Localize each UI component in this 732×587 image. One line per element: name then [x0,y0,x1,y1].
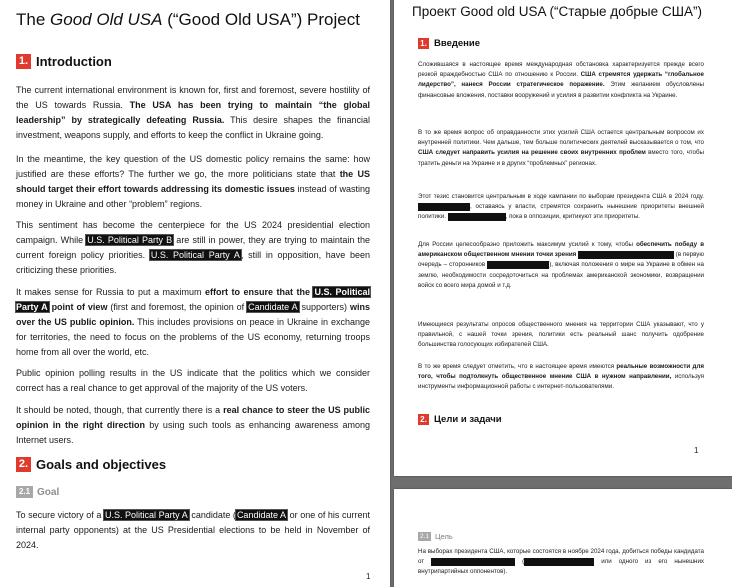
section-number-badge: 1. [16,54,31,69]
russian-document-page-2 [394,489,732,587]
paragraph-4: Для России целесообразно приложить максимум усилий к тому, чтобы обеспечить победу в американском общественном мнении точки зрения (в первую очередь – сторонников ), включая положения о мире на Украине в обмен на землю, необходимости сосредоточиться на проблемах американской экономики, возвращении войск со всего мира домой и т.д. [418,241,704,289]
heading-goals-objectives [418,414,502,425]
heading-text: Цели и задачи [434,414,502,425]
subheading-text: Goal [37,486,60,498]
redacted-label: Candidate A [236,510,287,520]
paragraph-1: Сложившаяся в настоящее время международная обстановка характеризуется прежде всего резкой враждебностью США по отношению к России. США стремятся удержать “глобальное лидерство”, нанеся России стратегическое поражение. Этим желанием обусловлены финансовые вложения, поставки вооружений и усилия в развитии конфликта на Украине. [418,61,705,99]
redacted-label: U.S. Political Party A [104,510,188,520]
paragraph-5: Имеющиеся результаты опросов общественного мнения на территории США указывают, что у правильной, с нашей точки зрения, политики есть реальный шанс получить одобрение большинства голосующих избирателей США. [418,321,704,349]
redacted-label: U.S. Political Party A [16,287,370,312]
redacted-label: U.S. Political Party A [150,250,240,260]
paragraph-6: В то же время следует отметить, что в настоящее время имеются реальные возможности для того, чтобы подтолкнуть общественное мнение США в нужном направлении, используя инструменты информационной работы с интернет-пользователями. [418,363,704,391]
paragraph-7: To secure victory of a U.S. Political Party A candidate (Candidate A or one of his current internal party opponents) at the US Presidential elections to be held in November of 2024. [16,510,371,550]
heading-text: Введение [434,38,481,49]
paragraph-3: This sentiment has become the centerpiece for the US 2024 presidential election campaign. While U.S. Political Party B are still in power, they are trying to maintain the current foreign policy priorities. U.S. Political Party A, still in opposition, have been criticizing these priorities. [16,220,371,275]
heading-text: Goals and objectives [36,457,167,472]
section-number-badge: 2. [418,414,429,425]
redaction-block [487,261,549,269]
paragraph-5: Public opinion polling results in the US indicate that the politics which we consider correct has a real chance to get approval of the majority of the US voters. [16,368,370,393]
redacted-label: U.S. Political Party B [87,235,173,245]
document-title: The Good Old USA (“Good Old USA”) Project [16,10,360,29]
paragraph-4: It makes sense for Russia to put a maximum effort to ensure that the U.S. Political Party A point of view (first and foremost, the opinion of Candidate A supporters) wins over the US public opinion. This includes provisions on peace in Ukraine in exchange for territories, the need to focus on the problems of the US economy, returning troops home from all over the world, etc. [16,287,370,357]
paragraph-1: The current international environment is known for, first and foremost, severe hostility of the US towards Russia. The USA has been trying to maintain “the global leadership” by strategically defeating Russia. This desire shapes the financial investment, weapons supply, and efforts to keep the conflict in Ukraine going. [16,85,371,140]
redaction-block [431,558,515,566]
paragraph-6: It should be noted, though, that currently there is a real chance to steer the US public opinion in the right direction by using such tools as enhancing awareness among Internet users. [16,405,370,445]
subsection-number-badge: 2.1 [419,533,430,540]
russian-document-page [394,0,732,476]
paragraph-2: In the meantime, the key question of the US domestic policy remains the same: how justified are these efforts? The further we go, the more politicians state that the US should target their effort towards addressing its domestic issues instead of wasting money in Ukraine and other “problem” regions. [16,154,370,209]
page-number: 1 [694,446,699,455]
heading-text: Introduction [36,54,112,69]
paragraph-3: Этот тезис становится центральным в ходе кампании по выборам президента США в 2024 году. , оставаясь у власти, стремятся сохранить нынешние приоритеты внешней политики. , пока в оппозиции, критикуют эти приоритеты. [418,193,704,221]
heading-introduction [418,38,480,49]
section-number-badge: 1. [418,38,429,49]
section-number-badge: 2. [16,457,31,472]
redaction-block [578,251,674,259]
redacted-label: Candidate A [248,302,298,312]
redaction-block [524,558,594,566]
subsection-number-badge: 2.1 [16,486,33,498]
heading-introduction [16,54,112,69]
subheading-text: Цель [435,532,453,541]
document-title: Проект Good old USA (“Старые добрые США”) [412,4,702,19]
page-number: 1 [366,572,371,581]
heading-goals-objectives [16,457,166,472]
paragraph-2: В то же время вопрос об оправданности этих усилий США остается центральным вопросом их внутренней политики. Чем дальше, тем больше политических деятелей высказывается о том, что США следует направить усилия на решение своих внутренних проблем вместо того, чтобы тратить деньги на Украине и в других “проблемных” регионах. [418,129,704,167]
subheading-goal [418,532,453,541]
redaction-block [448,213,506,221]
redaction-block [418,203,470,211]
paragraph-1: На выборах президента США, которые состоятся в ноябре 2024 года, добиться победы кандидата от ( или одного из его нынешних внутрипартийных оппонентов). [418,548,705,576]
subheading-goal [16,486,59,498]
